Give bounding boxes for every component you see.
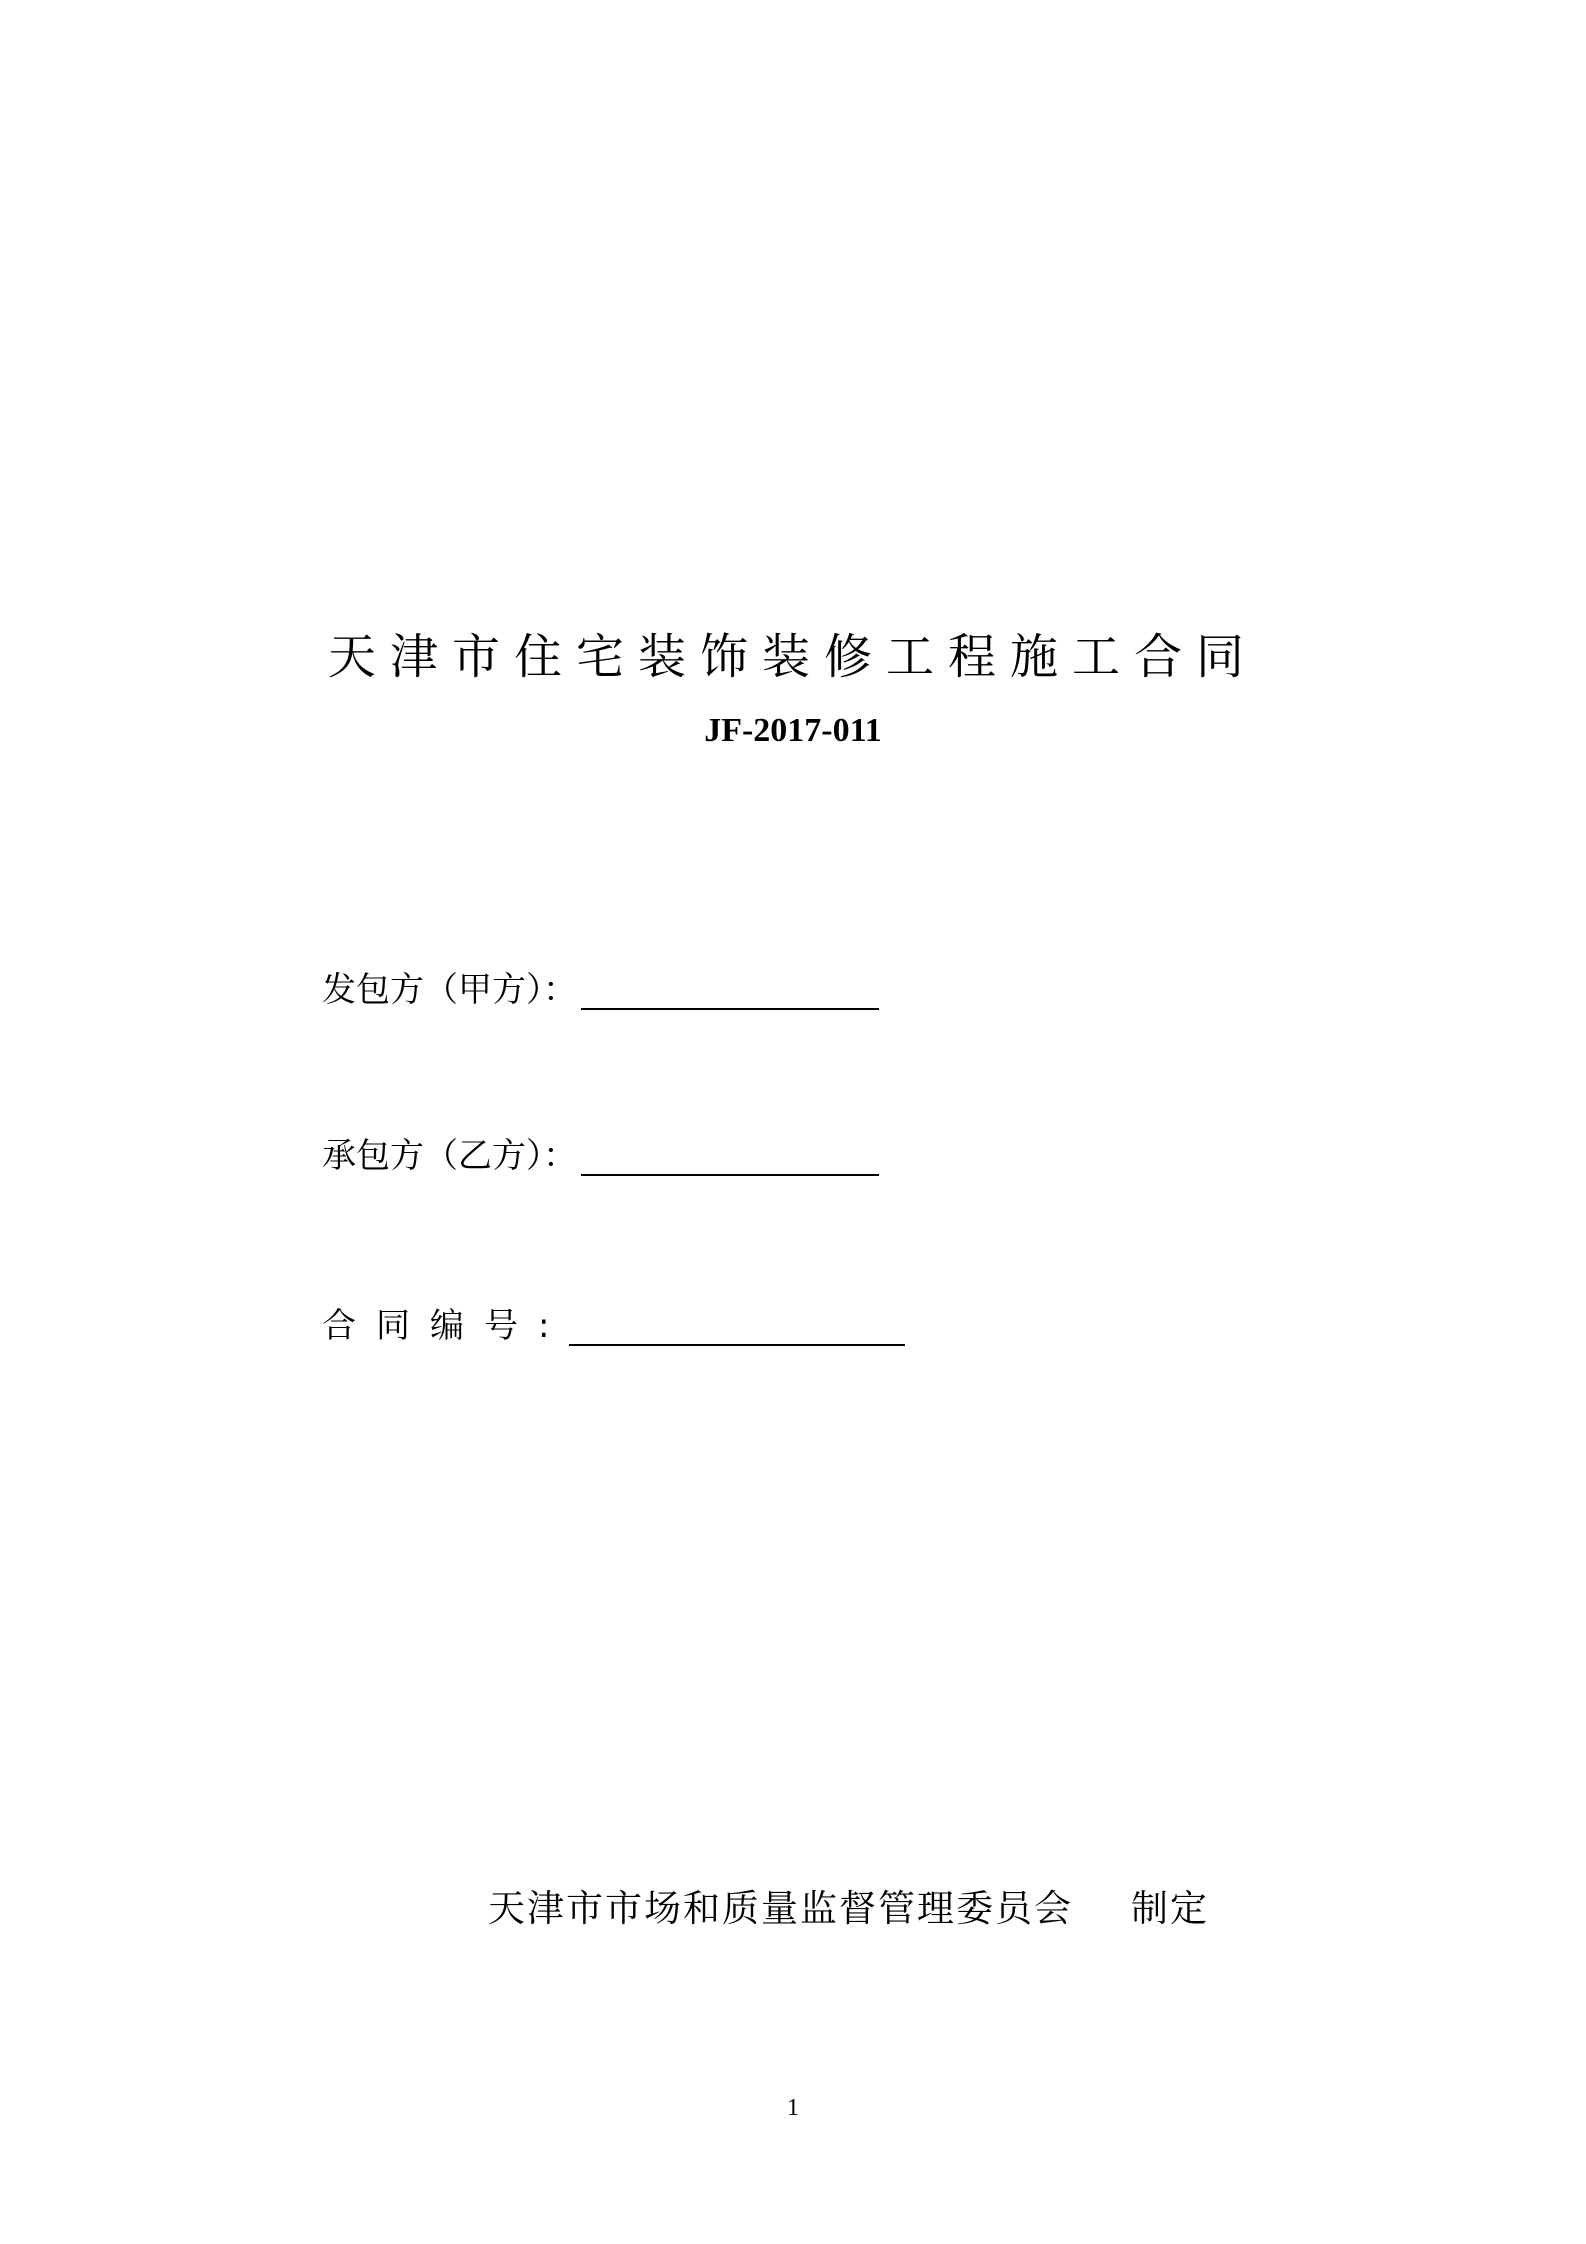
page-number: 1 <box>787 2095 799 2121</box>
issuer-name: 天津市市场和质量监督管理委员会 <box>488 1887 1073 1930</box>
issuer-footer <box>488 1878 1209 1932</box>
party-b-field <box>322 1120 879 1176</box>
contract-number-label: 合同编号: <box>322 1306 570 1346</box>
issuer-action: 制定 <box>1131 1887 1209 1930</box>
party-a-field <box>322 954 879 1010</box>
party-b-label: 承包方（乙方）： <box>322 1136 577 1176</box>
party-a-label: 发包方（甲方）： <box>322 970 577 1010</box>
contract-number-field <box>322 1290 905 1346</box>
party-a-blank-line[interactable] <box>581 968 879 1010</box>
contract-template-code: JF-2017-011 <box>704 712 882 749</box>
party-b-blank-line[interactable] <box>581 1134 879 1176</box>
contract-number-blank-line[interactable] <box>569 1304 905 1346</box>
document-title: 天津市住宅装饰装修工程施工合同 <box>327 629 1258 685</box>
